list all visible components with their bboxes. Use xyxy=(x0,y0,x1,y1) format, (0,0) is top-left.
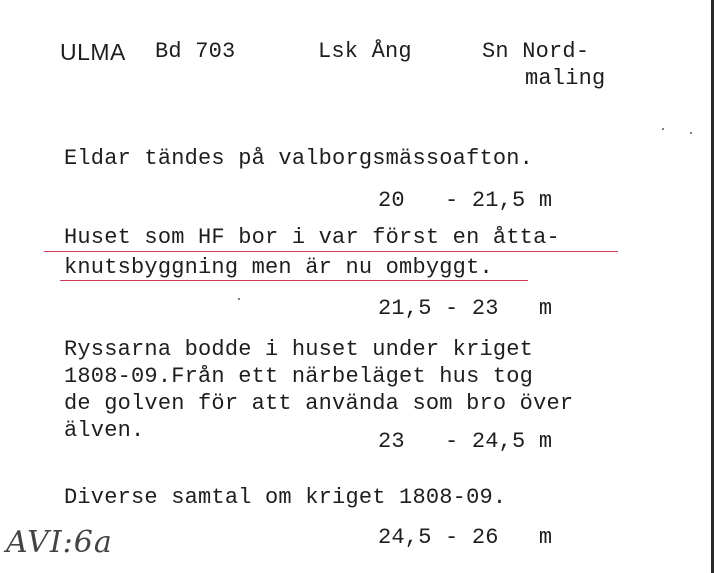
entry-3-line-4: älven. xyxy=(64,418,145,443)
entry-2-range: 21,5 - 23 m xyxy=(378,296,553,321)
header-code: ULMA xyxy=(60,39,126,65)
paper-speck xyxy=(662,128,664,130)
paper-speck xyxy=(238,298,240,300)
entry-1-line-1: Eldar tändes på valborgsmässoafton. xyxy=(64,146,534,171)
entry-2-underline-1 xyxy=(44,251,618,252)
entry-4-range: 24,5 - 26 m xyxy=(378,525,553,550)
entry-3-range: 23 - 24,5 m xyxy=(378,429,553,454)
entry-3-line-2: 1808-09.Från ett närbeläget hus tog xyxy=(64,364,534,389)
paper-speck xyxy=(690,132,692,134)
header-place: Lsk Ång xyxy=(318,39,412,64)
entry-1-range: 20 - 21,5 m xyxy=(378,188,553,213)
entry-3-line-3: de golven för att använda som bro över xyxy=(64,391,574,416)
header-volume: Bd 703 xyxy=(155,39,236,64)
header-parish-line1: Sn Nord- xyxy=(482,39,590,64)
entry-2-line-2: knutsbyggning men är nu ombyggt. xyxy=(64,255,493,280)
entry-3-line-1: Ryssarna bodde i huset under kriget xyxy=(64,337,534,362)
archive-mark: AVI:6a xyxy=(6,525,113,560)
header-parish-line2: maling xyxy=(525,66,606,91)
entry-4-line-1: Diverse samtal om kriget 1808-09. xyxy=(64,485,507,510)
entry-2-underline-2 xyxy=(60,280,528,281)
entry-2-line-1: Huset som HF bor i var först en åtta- xyxy=(64,225,560,250)
